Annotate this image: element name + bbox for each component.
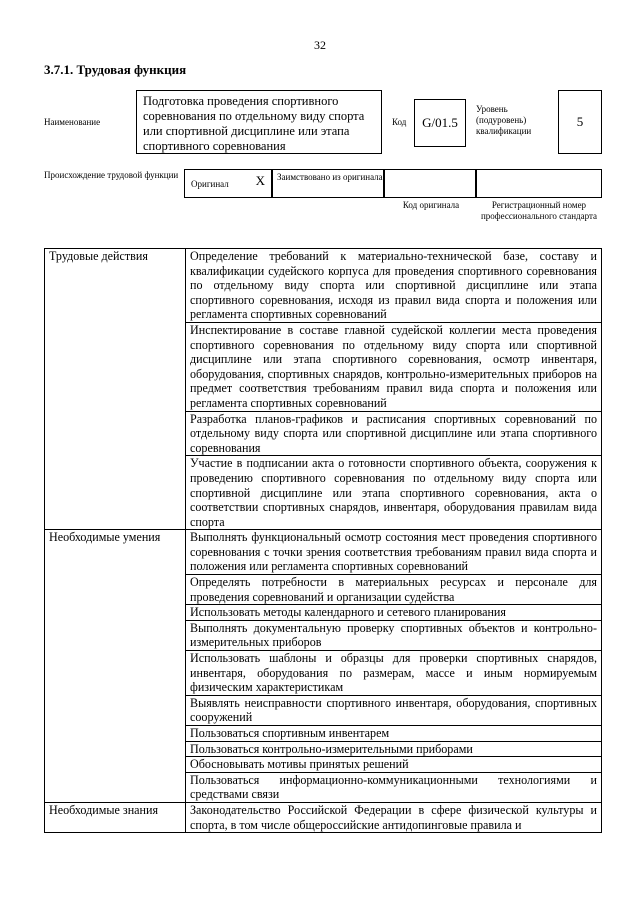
table-row bbox=[45, 802, 602, 832]
code-original-caption: Код оригинала bbox=[402, 200, 460, 210]
code-label: Код bbox=[392, 117, 407, 127]
table-row bbox=[45, 530, 602, 575]
group-item: Участие в подписании акта о готовности спортивного объекта, сооружения к проведению спортивного соревнования по отдельному виду спорта или спортивной дисциплине или этапа спортивного соревнования, акта о соответствии спортивных снарядов, инвентаря, оборудования правилам вида спорта bbox=[186, 456, 602, 530]
group-item: Обосновывать мотивы принятых решений bbox=[186, 757, 602, 773]
group-item: Инспектирование в составе главной судейской коллегии места проведения спортивного соревнования по отдельному виду спорта или спортивной дисциплине или этапа спортивного соревнования, осмотр инвентаря, оборудования, спортивных снарядов, контрольно-измерительных приборов на предмет соответствия требованиям правил вида спорта и положения или регламента спортивных соревнований bbox=[186, 322, 602, 411]
original-label: Оригинал bbox=[191, 179, 229, 189]
origin-label: Происхождение трудовой функции bbox=[44, 170, 179, 180]
group-item: Использовать шаблоны и образцы для проверки спортивных снарядов, инвентаря, оборудования по размерам, массе и иным нормируемым физическим характеристикам bbox=[186, 651, 602, 696]
group-item: Использовать методы календарного и сетевого планирования bbox=[186, 605, 602, 621]
group-title: Трудовые действия bbox=[45, 249, 186, 530]
group-item: Законодательство Российской Федерации в сфере физической культуры и спорта, в том числе общероссийские антидопинговые правила и bbox=[186, 802, 602, 832]
group-item: Определение требований к материально-технической базе, составу и квалификации судейского корпуса для проведения спортивного соревнования по отдельному виду спорта или спортивной дисциплине или этапа спортивного соревнования, исходя из правил вида спорта и положения или регламента спортивных соревнований bbox=[186, 249, 602, 323]
section-title: 3.7.1. Трудовая функция bbox=[44, 62, 187, 77]
group-item: Разработка планов-графиков и расписания спортивных соревнований по отдельному виду спорта или спортивной дисциплине или этапа спортивного соревнования bbox=[186, 411, 602, 456]
group-title: Необходимые умения bbox=[45, 530, 186, 803]
group-item: Выполнять функциональный осмотр состояния мест проведения спортивного соревнования с точки зрения соответствия требованиям правил вида спорта и положения или регламента спортивных соревнований bbox=[186, 530, 602, 575]
table-row bbox=[45, 249, 602, 323]
function-code-box: G/01.5 bbox=[414, 99, 466, 147]
group-item: Определять потребности в материальных ресурсах и персонале для проведения соревнований и организации судейства bbox=[186, 575, 602, 605]
qualification-level-box: 5 bbox=[558, 90, 602, 154]
name-label: Наименование bbox=[44, 117, 101, 127]
original-mark: X bbox=[255, 173, 265, 188]
level-label: Уровень (подуровень) квалификации bbox=[476, 104, 532, 136]
page-number: 32 bbox=[314, 38, 326, 52]
borrowed-label: Заимствовано из оригинала bbox=[277, 172, 383, 182]
group-item: Выполнять документальную проверку спортивных объектов и контрольно-измерительных приборов bbox=[186, 620, 602, 650]
group-title: Необходимые знания bbox=[45, 802, 186, 832]
function-details-table bbox=[44, 248, 602, 833]
group-item: Пользоваться информационно-коммуникационными технологиями и средствами связи bbox=[186, 772, 602, 802]
group-item: Пользоваться контрольно-измерительными приборами bbox=[186, 741, 602, 757]
reg-number-caption: Регистрационный номер профессионального стандарта bbox=[480, 200, 598, 221]
group-item: Выявлять неисправности спортивного инвентаря, оборудования, спортивных сооружений bbox=[186, 695, 602, 725]
group-item: Пользоваться спортивным инвентарем bbox=[186, 726, 602, 742]
function-name-box: Подготовка проведения спортивного соревнования по отдельному виду спорта или спортивной дисциплине или этапа спортивного соревнования bbox=[136, 90, 382, 154]
